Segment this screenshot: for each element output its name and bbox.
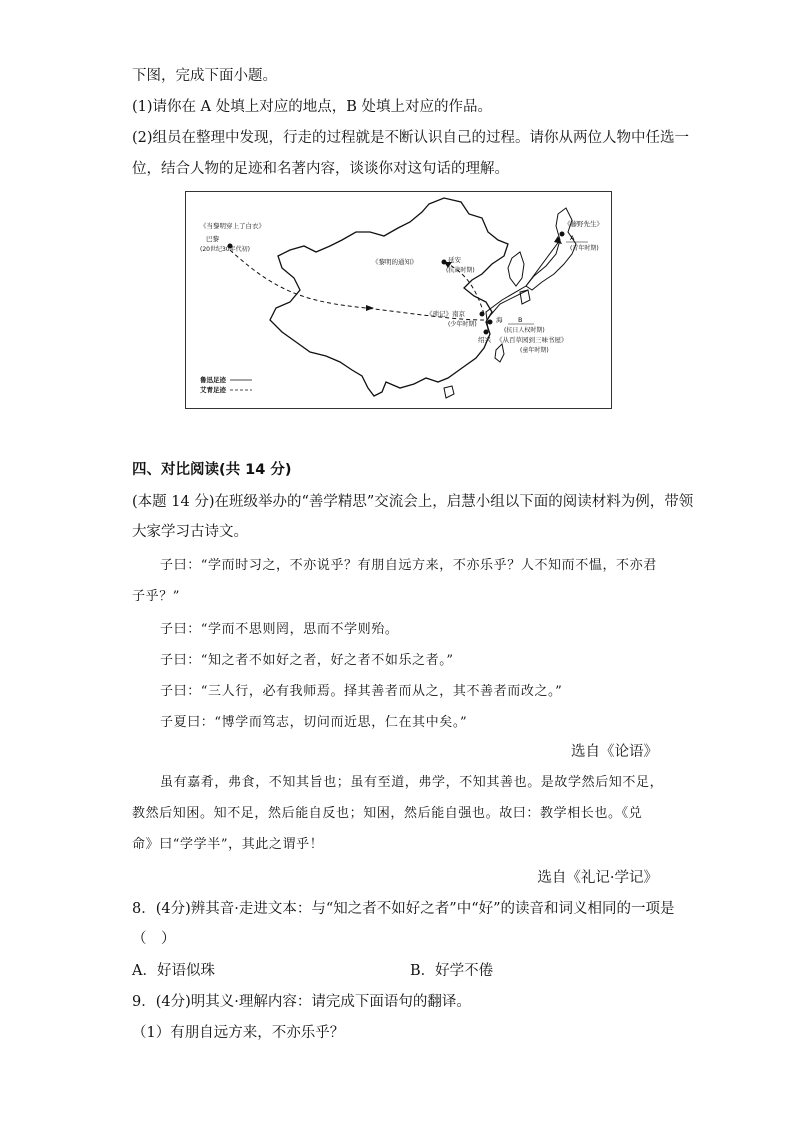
question-9-stem: 9．(4分)明其义·理解内容：请完成下面语句的翻译。 xyxy=(132,994,471,1010)
shanghai-time-label: (抗日人权时期) xyxy=(504,327,545,334)
section-4-title: 四、对比阅读(共 14 分) xyxy=(132,462,292,478)
baicao-time-label: (童年时期) xyxy=(520,347,549,354)
suoji-book-label: 《琐记》 xyxy=(426,310,452,318)
nanjing-label: 南京 xyxy=(452,310,465,318)
aiqing-book-label: 《当黎明穿上了白衣》 xyxy=(200,222,265,230)
lunyu-para-1: 子曰：“学而时习之，不亦说乎？有朋自远方来，不亦乐乎？人不知而不愠，不亦君 xyxy=(160,558,657,573)
paris-time-label: (20世纪30年代初) xyxy=(200,246,250,253)
yanan-label: 延安 xyxy=(448,256,461,264)
lunyu-source: 选自《论语》 xyxy=(571,744,658,760)
china-outline xyxy=(270,198,508,396)
question-part-2-cont: 位，结合人物的足迹和名著内容，谈谈你对这句话的理解。 xyxy=(132,161,509,177)
shaoxing-dot xyxy=(484,330,489,335)
question-part-1: (1)请你在 A 处填上对应的地点，B 处填上对应的作品。 xyxy=(132,99,492,115)
section-4-intro-cont: 大家学习古诗文。 xyxy=(132,524,248,540)
yanan-time-label: (抗战时期) xyxy=(446,267,475,274)
a-time-label: (青年时期) xyxy=(570,245,599,252)
korea-outline xyxy=(508,252,524,286)
shanghai-label: 海 xyxy=(496,316,503,324)
a-label: A xyxy=(570,234,575,242)
question-8-option-b: B．好学不倦 xyxy=(410,963,494,979)
tengye-book-label: 《藤野先生》 xyxy=(564,220,603,228)
xueji-line-3: 命》曰“学学半”，其此之谓乎！ xyxy=(132,837,324,852)
intro-line: 下图，完成下面小题。 xyxy=(132,68,277,84)
sendai-dot xyxy=(560,232,565,237)
question-9-sub-1: （1）有朋自远方来，不亦乐乎？ xyxy=(132,1025,345,1041)
luxun-arrow xyxy=(554,236,562,244)
china-map-svg xyxy=(186,192,611,408)
lunyu-para-3: 子曰：“知之者不如好之者，好之者不如乐之者。” xyxy=(160,653,454,668)
nanjing-dot xyxy=(480,312,485,317)
lunyu-para-1-cont: 子乎？” xyxy=(132,589,181,604)
lunyu-para-2: 子曰：“学而不思则罔，思而不学则殆。 xyxy=(160,622,399,637)
lunyu-para-4: 子曰：“三人行，必有我师焉。择其善者而从之，其不善者而改之。” xyxy=(160,684,563,699)
question-8-stem: 8．(4分)辨其音·走进文本：与“知之者不如好之者”中“好”的读音和词义相同的一项是 xyxy=(132,901,675,917)
yanan-dot xyxy=(442,260,447,265)
legend-luxun-label: 鲁迅足迹 xyxy=(200,376,226,384)
xueji-line-1: 虽有嘉肴，弗食，不知其旨也；虽有至道，弗学，不知其善也。是故学然后知不足， xyxy=(160,775,664,790)
b-label: B xyxy=(518,316,523,324)
nanjing-time-label: (少年时期) xyxy=(448,321,477,328)
hainan-outline xyxy=(444,386,454,398)
question-8-option-a: A．好语似珠 xyxy=(132,963,215,979)
aiqing-arrow xyxy=(366,305,374,311)
paris-label: 巴黎 xyxy=(206,235,219,243)
xueji-line-2: 教然后知困。知不足，然后能自反也；知困，然后能自强也。故曰：教学相长也。《兑 xyxy=(132,806,643,821)
lunyu-para-5: 子夏曰：“博学而笃志，切问而近思，仁在其中矣。” xyxy=(160,715,468,730)
taiwan-outline xyxy=(495,344,504,362)
question-part-2: (2)组员在整理中发现，行走的过程就是不断认识自己的过程。请你从两位人物中任选一 xyxy=(132,130,690,146)
shanghai-dot xyxy=(488,320,493,325)
shaoxing-label: 绍兴 xyxy=(478,336,491,344)
xueji-source: 选自《礼记·学记》 xyxy=(537,870,658,886)
kyushu-outline xyxy=(520,290,530,304)
baicao-book-label: 《从百草园到三味书屋》 xyxy=(496,336,568,344)
liming-book-label: 《黎明的通知》 xyxy=(372,258,418,266)
section-4-intro: (本题 14 分)在班级举办的“善学精思”交流会上，启慧小组以下面的阅读材料为例，带领 xyxy=(132,494,694,510)
legend-aiqing-label: 艾青足迹 xyxy=(200,386,226,394)
footprint-map xyxy=(185,191,612,409)
question-8-bracket: （ ） xyxy=(132,931,176,947)
